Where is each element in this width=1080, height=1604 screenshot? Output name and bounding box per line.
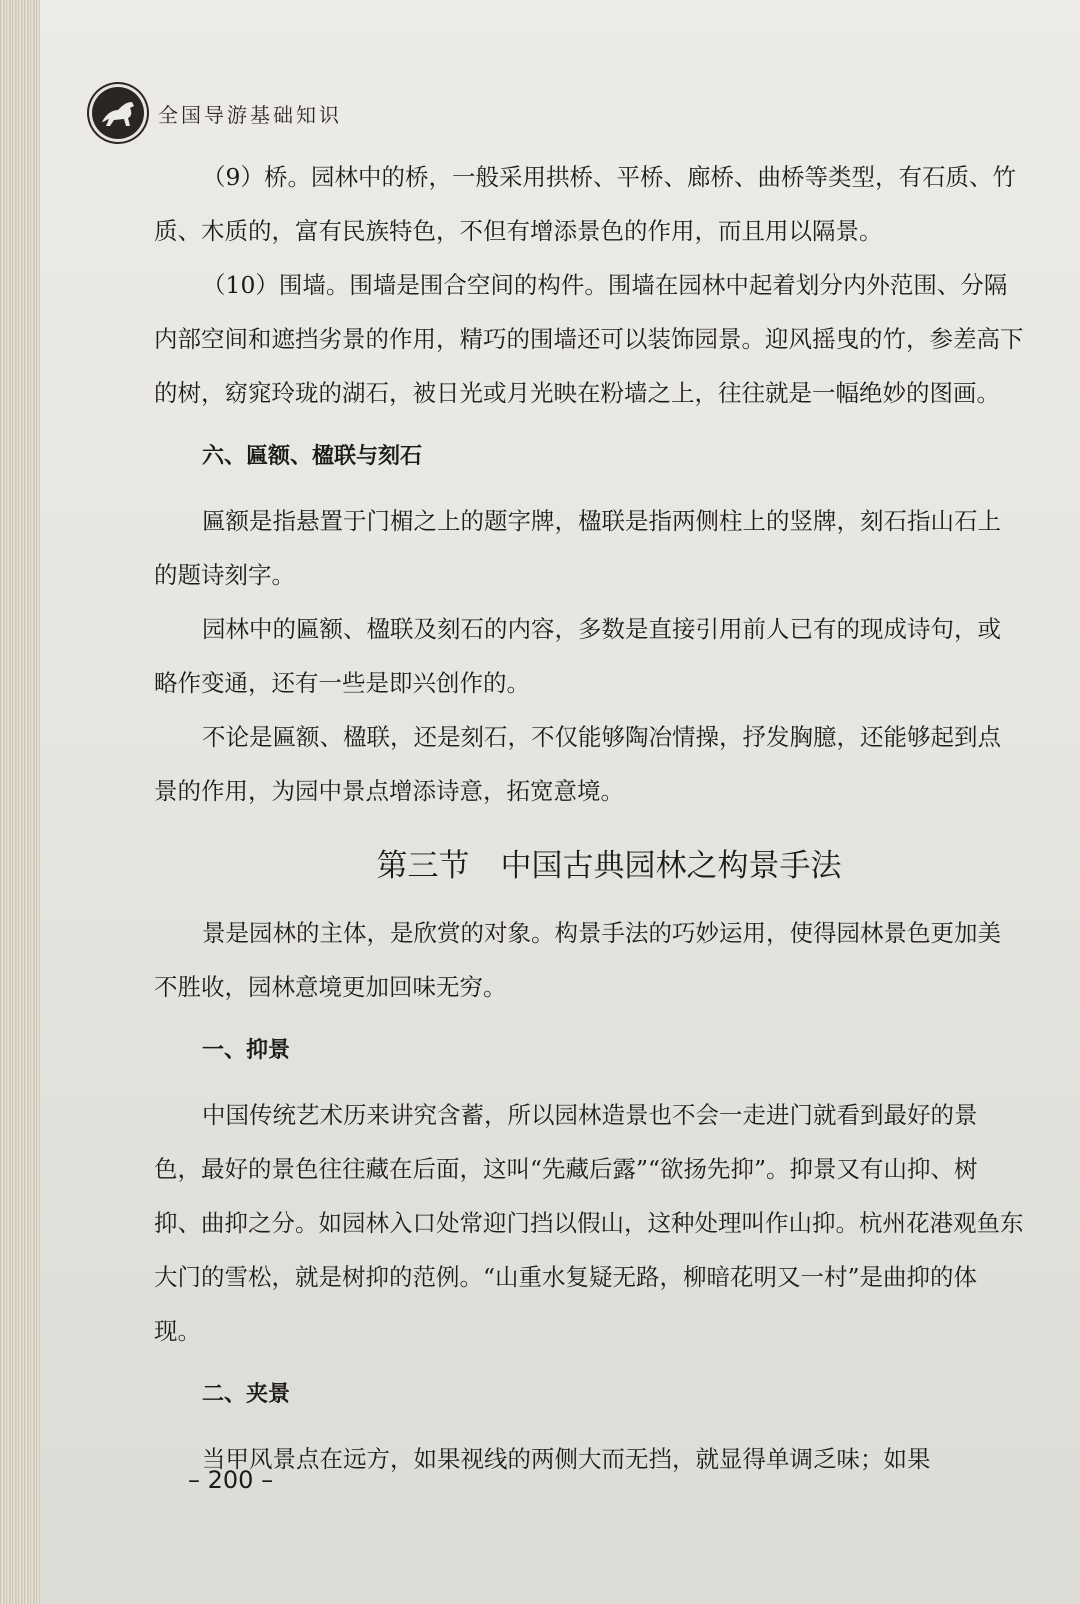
page-number: – 200 – bbox=[188, 1466, 274, 1494]
paragraph-plaque-content: 园林中的匾额、楹联及刻石的内容，多数是直接引用前人已有的现成诗句，或略作变通，还有一些是即兴创作的。 bbox=[154, 615, 1001, 697]
paragraph-wall: （10）围墙。围墙是围合空间的构件。围墙在园林中起着划分内外范围、分隔内部空间和遮挡劣景的作用，精巧的围墙还可以装饰园景。迎风摇曳的竹，参差高下的树，窈窕玲珑的湖石，被日光或月光映在粉墙之上，往往就是一幅绝妙的图画。 bbox=[154, 271, 1024, 407]
horse-glyph bbox=[98, 96, 138, 130]
page-header bbox=[92, 88, 342, 138]
subheading-plaques: 六、匾额、楹联与刻石 bbox=[202, 444, 423, 469]
paragraph-jiajing: 当甲风景点在远方，如果视线的两侧大而无挡，就显得单调乏味；如果 bbox=[202, 1445, 931, 1473]
paragraph-plaque-definition: 匾额是指悬置于门楣之上的题字牌，楹联是指两侧柱上的竖牌，刻石指山石上的题诗刻字。 bbox=[154, 507, 1001, 589]
section-title: 第三节 中国古典园林之构景手法 bbox=[376, 848, 842, 884]
paragraph-yijing: 中国传统艺术历来讲究含蓄，所以园林造景也不会一走进门就看到最好的景色，最好的景色往往藏在后面，这叫“先藏后露”“欲扬先抑”。抑景又有山抑、树抑、曲抑之分。如园林入口处常迎门挡以假山，这种处理叫作山抑。杭州花港观鱼东大门的雪松，就是树抑的范例。“山重水复疑无路，柳暗花明又一村”是曲抑的体现。 bbox=[154, 1101, 1024, 1345]
subheading-jiajing: 二、夹景 bbox=[202, 1382, 291, 1407]
subheading-yijing: 一、抑景 bbox=[202, 1038, 291, 1063]
paragraph-section-intro: 景是园林的主体，是欣赏的对象。构景手法的巧妙运用，使得园林景色更加美不胜收，园林意境更加回味无穷。 bbox=[154, 919, 1001, 1001]
paragraph-bridge: （9）桥。园林中的桥，一般采用拱桥、平桥、廊桥、曲桥等类型，有石质、竹质、木质的，富有民族特色，不但有增添景色的作用，而且用以隔景。 bbox=[154, 163, 1016, 245]
page-body bbox=[154, 150, 1024, 1486]
paragraph-plaque-function: 不论是匾额、楹联，还是刻石，不仅能够陶冶情操，抒发胸臆，还能够起到点景的作用，为园中景点增添诗意，拓宽意境。 bbox=[154, 723, 1001, 805]
horse-logo-icon bbox=[92, 87, 144, 139]
running-title: 全国导游基础知识 bbox=[158, 102, 342, 127]
